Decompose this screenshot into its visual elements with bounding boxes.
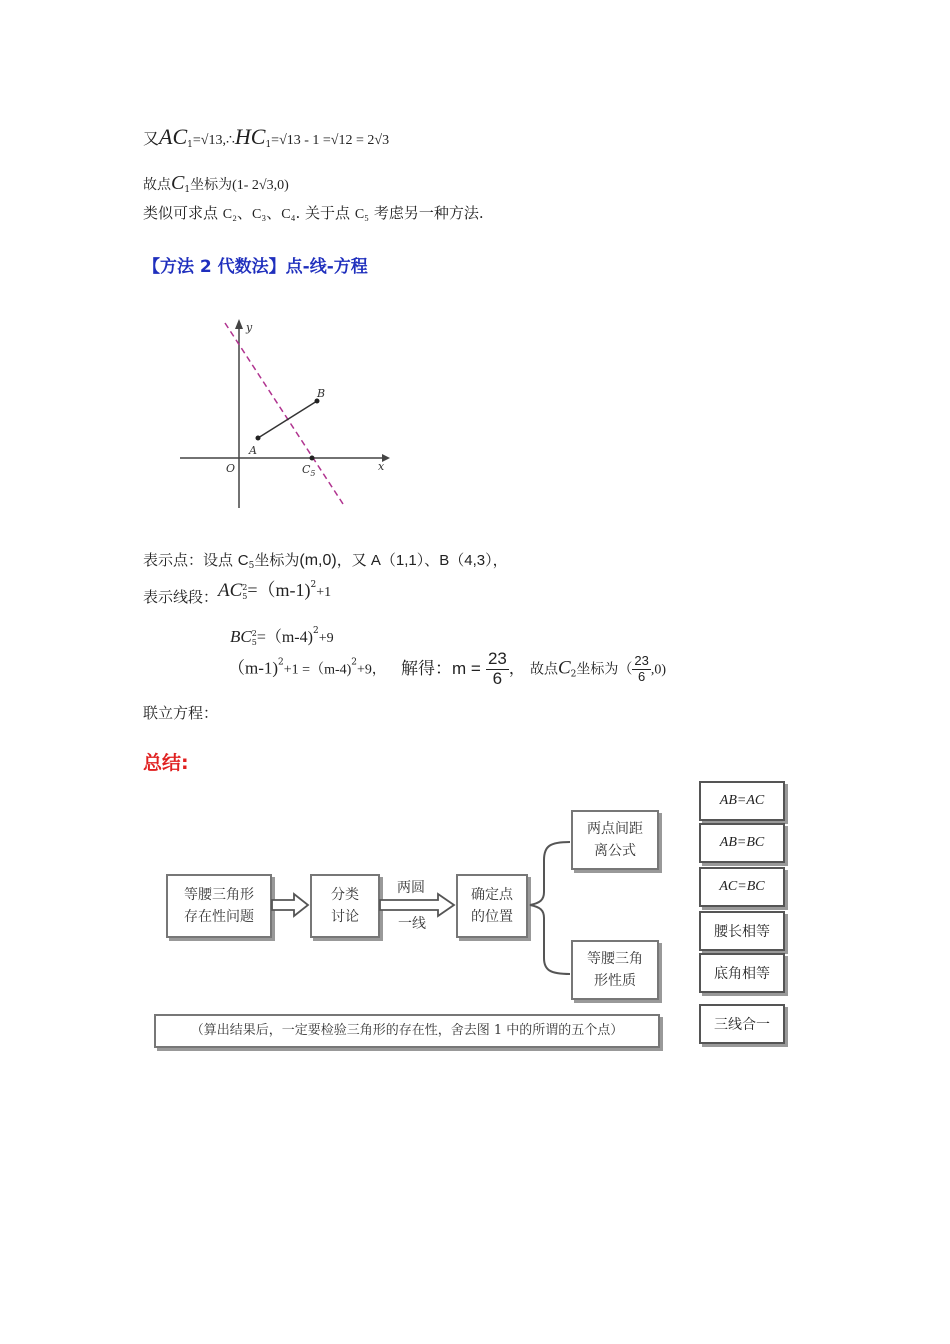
ac-tail: +1 <box>316 585 332 600</box>
fraction-numerator: 23 <box>487 649 507 668</box>
ac-subscript: 1 <box>187 140 193 150</box>
solution-fraction <box>486 650 509 688</box>
arrow-label-bottom: 一线 <box>398 916 426 932</box>
hc-value: =√13 - 1 =√12 = 2√3 <box>271 133 390 148</box>
coord-label: 坐标为 <box>190 177 233 193</box>
point-b-label: B <box>317 387 326 400</box>
method-heading: 【方法 2 代数法】点-线-方程 <box>143 257 368 277</box>
bc-line <box>230 624 334 647</box>
ac-equation: =（m-1) <box>247 580 311 600</box>
hollow-arrow-1 <box>272 894 308 916</box>
perpendicular-bisector <box>225 323 345 507</box>
hc-subscript: 1 <box>265 140 272 150</box>
x-axis-label: x <box>378 460 385 473</box>
right-box-three-lines: 三线合一 <box>699 1004 785 1044</box>
bc-symbol: BC <box>230 627 252 646</box>
text-segment: 坐标为 <box>254 551 300 569</box>
segment-ab <box>258 401 317 438</box>
c2-subscript: 2 <box>570 669 577 680</box>
c2-symbol: C <box>557 657 571 679</box>
bc-subscript: 5 <box>251 637 257 647</box>
formula-line-2 <box>143 172 289 195</box>
flow-note-box: （算出结果后，一定要检验三角形的存在性，舍去图 1 中的所谓的五个点） <box>154 1014 660 1048</box>
coord-value: (1- 2√3,0) <box>232 178 289 193</box>
separator: 、 <box>237 204 253 222</box>
result-mid: 坐标为（ <box>576 661 633 678</box>
right-box-equal-legs: 腰长相等 <box>699 911 785 951</box>
hollow-arrow-2 <box>380 894 454 916</box>
flow-box-locate-point: 确定点 的位置 <box>456 874 528 938</box>
flow-brace <box>530 842 570 974</box>
text-segment: . 关于点 <box>295 204 351 222</box>
power: 2 <box>312 626 319 636</box>
result-fraction <box>632 654 650 684</box>
ac-symbol: AC <box>159 124 188 149</box>
segment-label: 表示线段： <box>143 588 219 606</box>
y-axis-label: y <box>246 321 253 334</box>
bc-tail: +9 <box>318 631 334 646</box>
bc-superscript: 2 <box>251 628 257 638</box>
separator: 、 <box>266 204 282 222</box>
m-coord: (m,0) <box>299 552 337 569</box>
c1-subscript: 1 <box>184 185 191 195</box>
point-c5 <box>310 456 315 461</box>
flow-box-isosceles-existence: 等腰三角形 存在性问题 <box>166 874 272 938</box>
prefix-text: 又 <box>143 129 160 148</box>
c5-subscript: 5 <box>248 561 255 571</box>
ac-superscript: 2 <box>242 583 248 592</box>
flow-box-distance-formula: 两点间距 离公式 <box>571 810 659 870</box>
origin-label: O <box>226 462 236 475</box>
arrow-label-top: 两圆 <box>397 880 425 896</box>
flow-connectors <box>260 830 580 990</box>
point-c5-label: $C_5$ <box>302 463 316 478</box>
c5-symbol: C <box>237 552 249 569</box>
rhs-tail: +9， <box>357 662 386 678</box>
ac-symbol: AC <box>218 580 243 601</box>
fraction-denominator: 6 <box>638 668 646 684</box>
c3-label: C₃ <box>252 207 267 222</box>
right-box-ab-bc: AB=BC <box>699 823 785 863</box>
bc-equation: =（m-4) <box>256 629 313 646</box>
lhs: （m-1) <box>228 658 279 678</box>
comma: ， <box>508 658 525 678</box>
c5-label: C₅ <box>354 207 370 222</box>
c4-label: C₄ <box>281 207 296 222</box>
c2-label: C₂ <box>222 207 238 222</box>
equation-line <box>228 650 666 688</box>
lhs-tail: +1 =（m-4) <box>283 662 352 678</box>
y-axis-arrow <box>235 319 243 329</box>
power: 2 <box>310 580 317 590</box>
flow-box-classify-discuss: 分类 讨论 <box>310 874 380 938</box>
formula-line-1 <box>143 124 389 150</box>
prefix-text: 故点 <box>143 177 171 193</box>
flow-box-isosceles-properties: 等腰三角 形性质 <box>571 940 659 1000</box>
fraction-denominator: 6 <box>492 668 503 688</box>
point-a <box>256 436 261 441</box>
right-box-equal-base-angles: 底角相等 <box>699 953 785 993</box>
right-box-ac-bc: AC=BC <box>699 867 785 907</box>
segment-line <box>143 576 331 607</box>
right-box-ab-ac: AB=AC <box>699 781 785 821</box>
text-segment: 表示点：设点 <box>143 551 238 569</box>
simultaneous-label: 联立方程： <box>143 704 219 722</box>
text-segment: ，又 A（1,1）、B（4,3）， <box>336 552 508 569</box>
text-line-3 <box>143 202 484 223</box>
result-tail: ,0) <box>650 662 667 678</box>
fraction-numerator: 23 <box>634 653 649 669</box>
text-segment: 考虑另一种方法. <box>373 204 484 222</box>
coordinate-graph <box>170 315 400 515</box>
solve-label: 解得：m = <box>401 658 481 678</box>
hc-symbol: HC <box>234 124 266 149</box>
text-segment: 类似可求点 <box>143 204 219 222</box>
ac-subscript: 5 <box>242 592 248 601</box>
result-prefix: 故点 <box>529 661 558 678</box>
power: 2 <box>278 657 284 668</box>
point-a-label: A <box>249 444 257 457</box>
summary-heading: 总结: <box>143 752 189 774</box>
c1-symbol: C <box>171 172 185 194</box>
point-definition-line <box>143 549 508 571</box>
power: 2 <box>351 657 358 668</box>
ac-value: =√13,∴ <box>192 133 235 148</box>
